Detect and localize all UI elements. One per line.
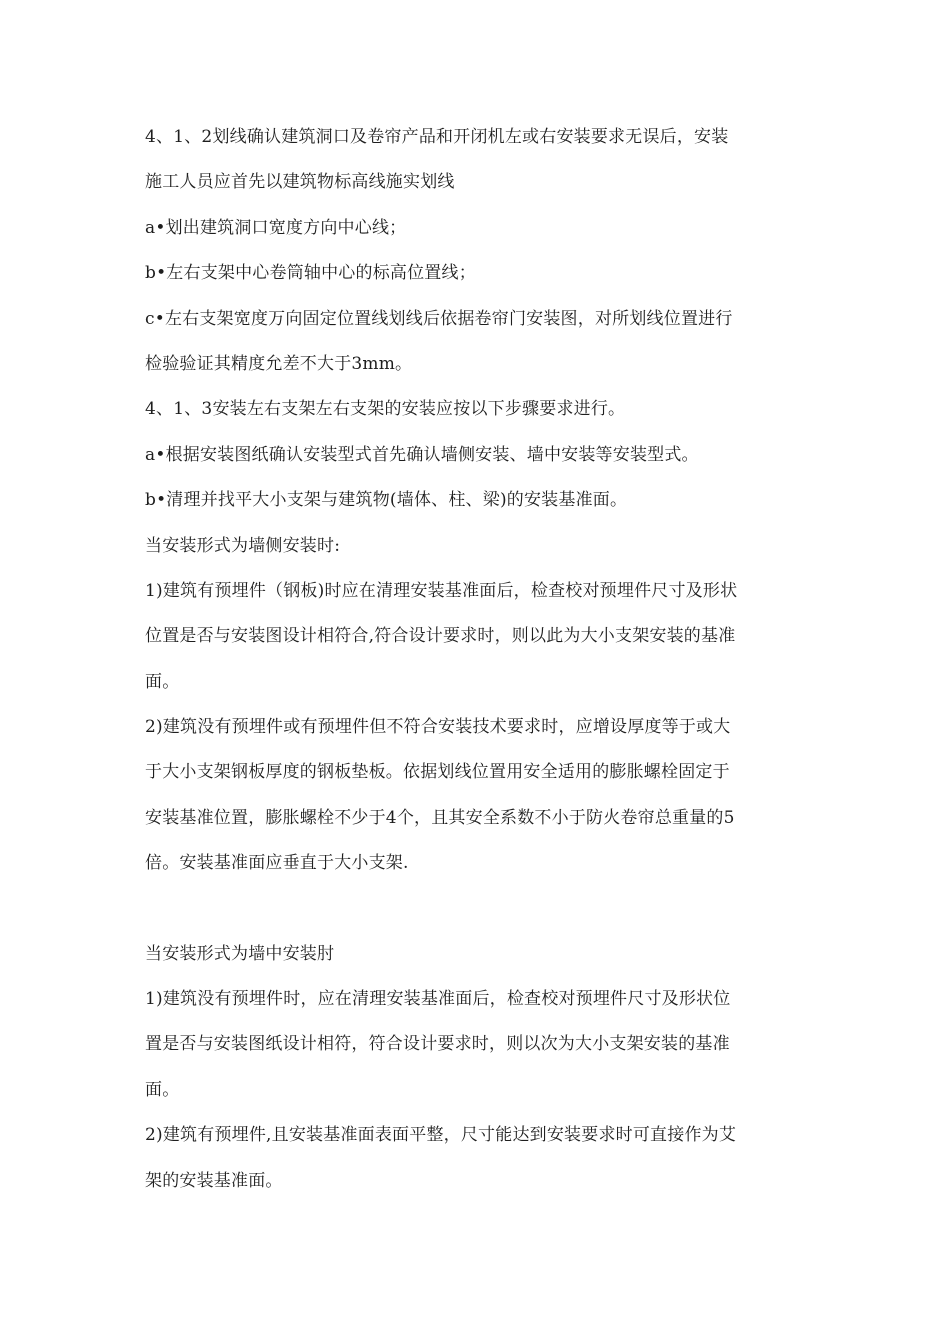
- text-line: 位置是否与安装图设计相符合,符合设计要求时，则以此为大小支架安装的基准: [145, 626, 736, 647]
- text-line: 当安装形式为墙中安装肘: [145, 943, 335, 964]
- text-line: 置是否与安装图纸设计相符，符合设计要求时，则以次为大小支架安装的基准: [145, 1034, 730, 1055]
- text-line: c•左右支架宽度万向固定位置线划线后依据卷帘门安装图，对所划线位置进行: [145, 308, 733, 329]
- text-line: 于大小支架钢板厚度的钢板垫板。依据划线位置用安全适用的膨胀螺栓固定于: [145, 762, 730, 783]
- text-line: 安装基准位置，膨胀螺栓不少于4个，且其安全系数不小于防火卷帘总重量的5: [145, 807, 735, 828]
- text-line: 面。: [145, 671, 180, 692]
- text-line: 当安装形式为墙侧安装时:: [145, 535, 341, 556]
- text-line: 4、1、2划线确认建筑洞口及卷帘产品和开闭机左或右安装要求无误后，安装: [145, 127, 729, 147]
- blank-line: [145, 891, 820, 936]
- text-line: 1)建筑没有预埋件时，应在清理安装基准面后，检查校对预埋件尺寸及形状位: [145, 989, 731, 1010]
- document-body: [145, 119, 820, 1208]
- text-line: a•划出建筑洞口宽度方向中心线；: [145, 217, 407, 238]
- text-line: 施工人员应首先以建筑物标高线施实划线: [145, 172, 455, 193]
- text-line: 倍。安装基准面应垂直于大小支架.: [145, 853, 409, 874]
- text-line: a•根据安装图纸确认安装型式首先确认墙侧安装、墙中安装等安装型式。: [145, 444, 699, 465]
- text-line: 2)建筑有预埋件,且安装基准面表面平整，尺寸能达到安装要求时可直接作为艾: [145, 1125, 737, 1146]
- text-line: b•清理并找平大小支架与建筑物(墙体、柱、梁)的安装基准面。: [145, 490, 628, 511]
- text-line: 2)建筑没有预埋件或有预埋件但不符合安装技术要求时，应增设厚度等于或大: [145, 717, 731, 738]
- text-line: 4、1、3安装左右支架左右支架的安装应按以下步骤要求进行。: [145, 399, 626, 420]
- text-line: 检验验证其精度允差不大于3mm。: [145, 353, 413, 374]
- text-line: 面。: [145, 1079, 180, 1100]
- text-line: b•左右支架中心卷筒轴中心的标高位置线；: [145, 263, 476, 284]
- text-line: 架的安装基准面。: [145, 1170, 283, 1191]
- text-line: 1)建筑有预埋件（钢板)时应在清理安装基准面后，检查校对预埋件尺寸及形状: [145, 580, 738, 601]
